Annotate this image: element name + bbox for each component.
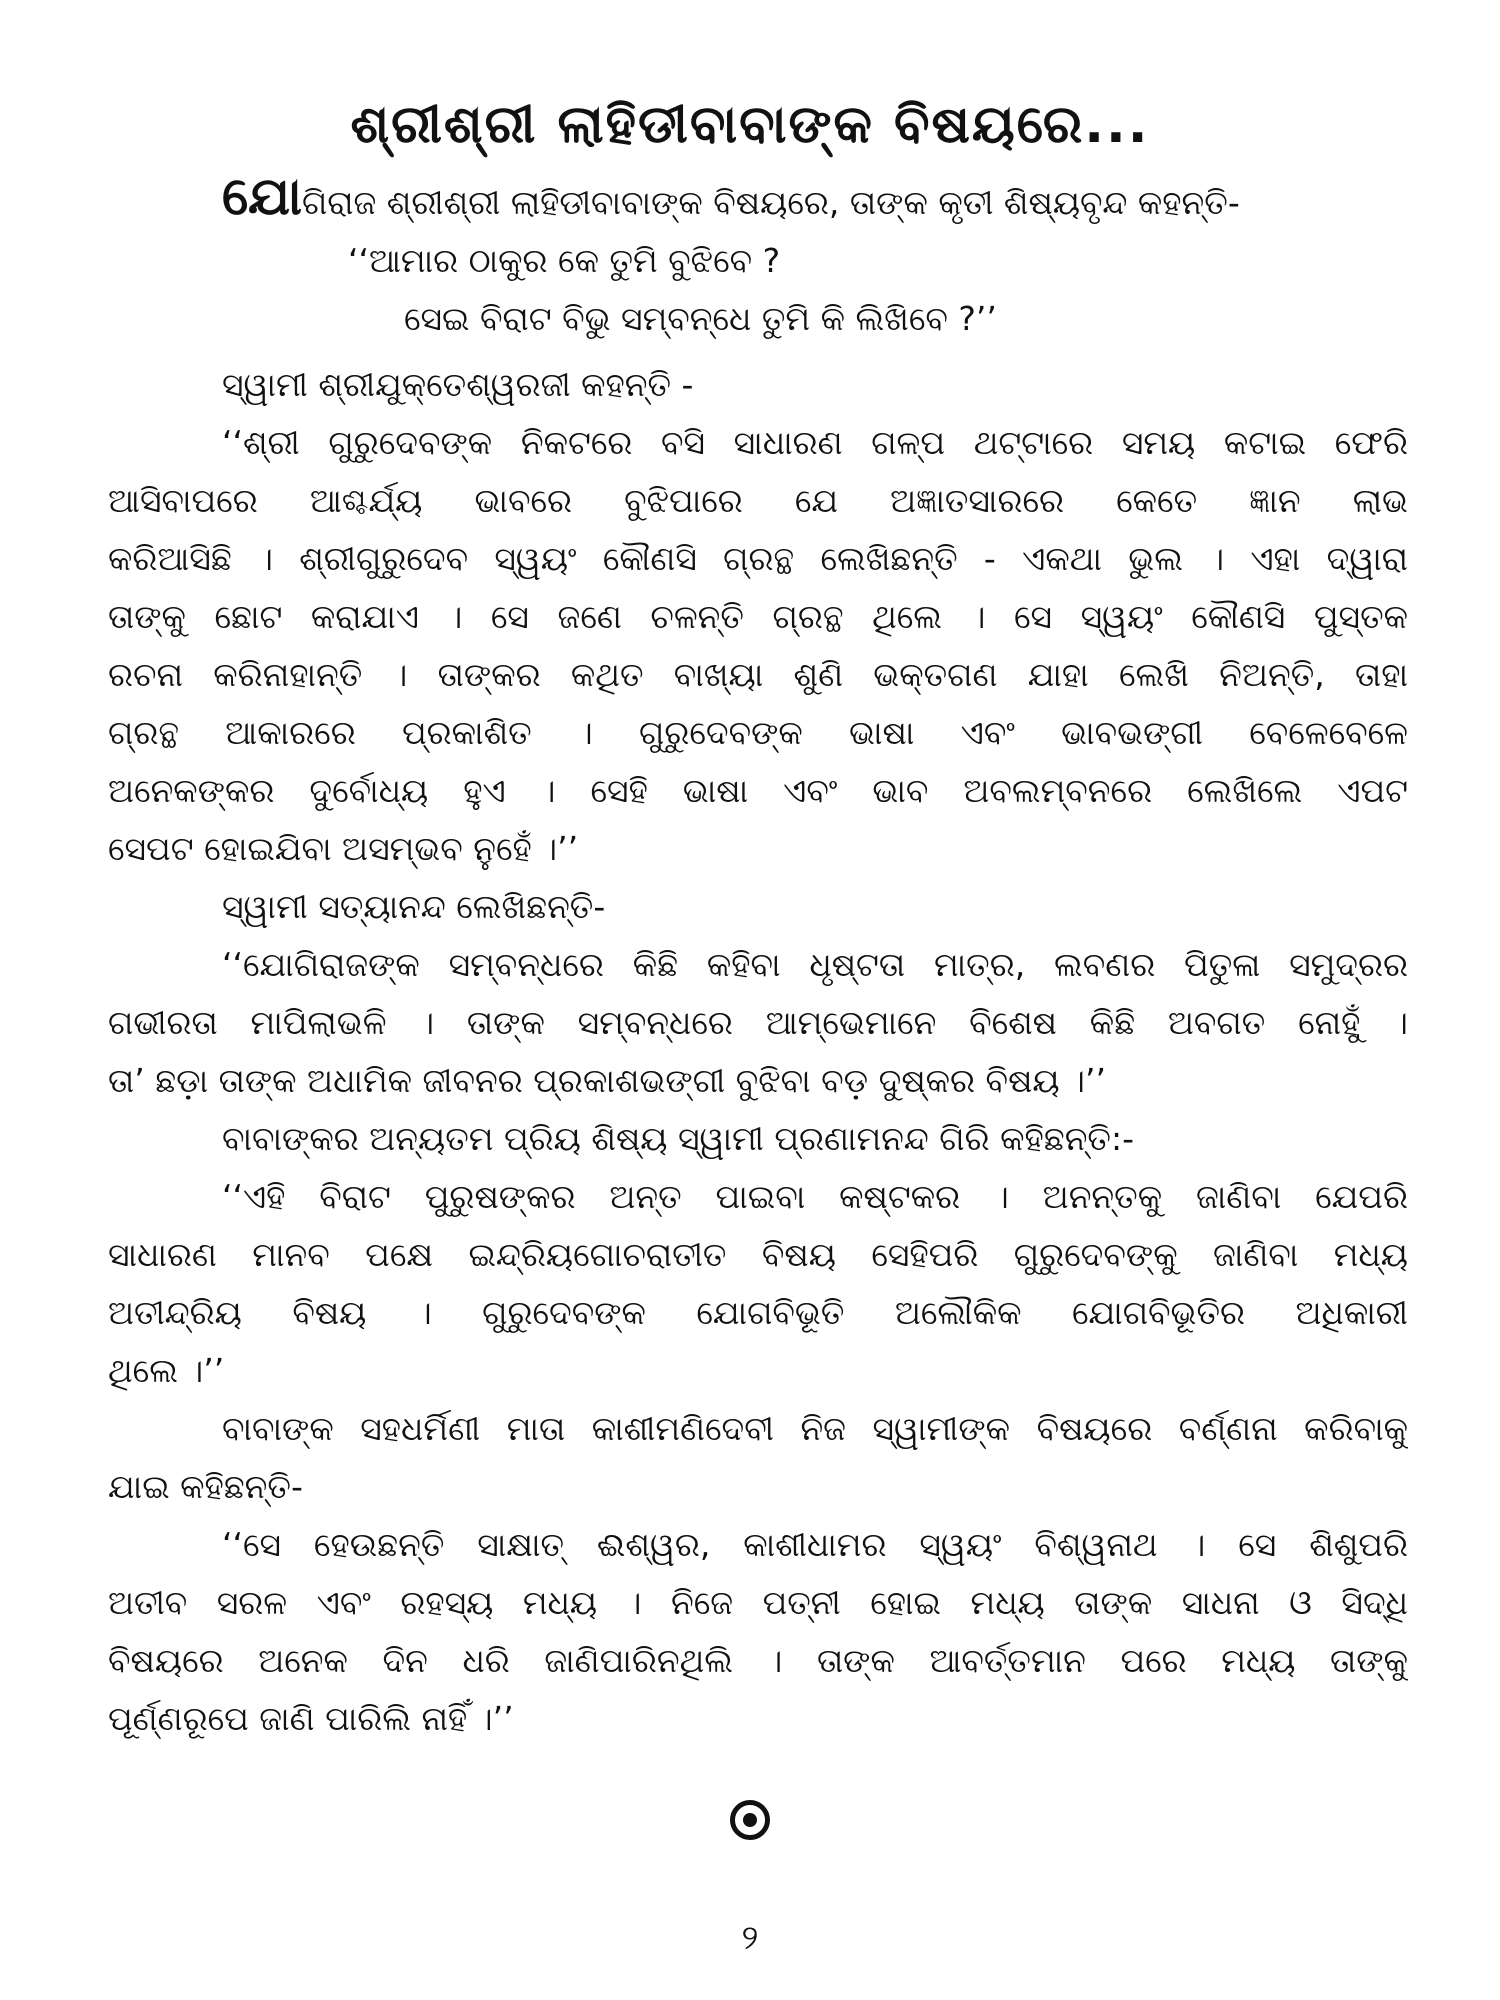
intro-text: ଗିରାଜ ଶ୍ରୀଶ୍ରୀ ଲାହିଡୀବାବାଙ୍କ ବିଷୟରେ, ତାଙ୍କ କୃତୀ ଶିଷ୍ୟବୃନ୍ଦ କହନ୍ତି- bbox=[301, 183, 1240, 222]
intro-line bbox=[108, 168, 1408, 232]
quote-speaker: ସ୍ୱାମୀ ସତ୍ୟାନନ୍ଦ ଲେଖିଛନ୍ତି- bbox=[222, 887, 606, 926]
quote-line: ‘‘ଯୋଗିରାଜଙ୍କ ସମ୍ବନ୍ଧରେ କିଛି କହିବା ଧୃଷ୍ଟତା ମାତ୍ର, ଲବଣର ପିତୁଳା ସମୁଦ୍ରର bbox=[222, 945, 1408, 984]
quote-line: ପୂର୍ଣ୍ଣରୂପେ ଜାଣି ପାରିଲି ନାହିଁ ।’’ bbox=[108, 1699, 514, 1738]
quote-line: ଅତୀନ୍ଦ୍ରିୟ ବିଷୟ । ଗୁରୁଦେବଙ୍କ ଯୋଗବିଭୂତି ଅଲୌକିକ ଯୋଗବିଭୂତିର ଅଧିକାରୀ bbox=[108, 1293, 1408, 1332]
quote-speaker: ସ୍ୱାମୀ ଶ୍ରୀଯୁକ୍ତେଶ୍ୱରଜୀ କହନ୍ତି - bbox=[222, 365, 694, 404]
drop-cap: ଯୋ bbox=[222, 168, 302, 227]
quote-line: ତା’ ଛଡ଼ା ତାଙ୍କ ଅଧାମିକ ଜୀବନର ପ୍ରକାଶଭଙ୍ଗୀ ବୁଝିବା ବଡ଼ ଦୁଷ୍କର ବିଷୟ ।’’ bbox=[108, 1061, 1106, 1100]
quote-speaker: ବାବାଙ୍କ ସହଧର୍ମିଣୀ ମାତା କାଶୀମଣିଦେବୀ ନିଜ ସ୍ୱାମୀଙ୍କ ବିଷୟରେ ବର୍ଣ୍ଣନା କରିବାକୁ bbox=[222, 1409, 1408, 1448]
quote-line: ଆସିବାପରେ ଆଶ୍ଚର୍ଯ୍ୟ ଭାବରେ ବୁଝିପାରେ ଯେ ଅଜ୍ଞାତସାରରେ କେତେ ଜ୍ଞାନ ଲାଭ bbox=[108, 481, 1408, 520]
quote-line: ବିଷୟରେ ଅନେକ ଦିନ ଧରି ଜାଣିପାରିନଥିଲି । ତାଙ୍କ ଆବର୍ତ୍ତମାନ ପରେ ମଧ୍ୟ ତାଙ୍କୁ bbox=[108, 1641, 1408, 1680]
quote-line: ଅତୀବ ସରଳ ଏବଂ ରହସ୍ୟ ମଧ୍ୟ । ନିଜେ ପତ୍ନୀ ହୋଇ ମଧ୍ୟ ତାଙ୍କ ସାଧନା ଓ ସିଦ୍ଧି bbox=[108, 1583, 1408, 1622]
quote-line: ଅନେକଙ୍କର ଦୁର୍ବୋଧ୍ୟ ହୁଏ । ସେହି ଭାଷା ଏବଂ ଭାବ ଅବଲମ୍ବନରେ ଲେଖିଲେ ଏପଟ bbox=[108, 771, 1408, 810]
page-number: ୨ bbox=[741, 1918, 759, 1958]
verse-line: ସେଇ ବିରାଟ ବିଭୁ ସମ୍ବନ୍ଧେ ତୁମି କି ଲିଖିବେ ?’’ bbox=[404, 299, 997, 338]
quote-line: ଗଭୀରତା ମାପିଲାଭଳି । ତାଙ୍କ ସମ୍ବନ୍ଧରେ ଆମ୍ଭେମାନେ ବିଶେଷ କିଛି ଅବଗତ ନୋହୁଁ । bbox=[108, 1003, 1408, 1042]
body-text bbox=[108, 168, 1408, 1748]
verse-line: ‘‘ଆମାର ଠାକୁର କେ ତୁମି ବୁଝିବେ ? bbox=[348, 241, 781, 280]
quote-line: ସେପଟ ହୋଇଯିବା ଅସମ୍ଭବ ନୁହେଁ ।’’ bbox=[108, 829, 579, 868]
quote-line: ‘‘ଶ୍ରୀ ଗୁରୁଦେବଙ୍କ ନିକଟରେ ବସି ସାଧାରଣ ଗଳ୍ପ ଥଟ୍ଟାରେ ସମୟ କଟାଇ ଫେରି bbox=[222, 423, 1408, 462]
quote-line: ଗ୍ରନ୍ଥ ଆକାରରେ ପ୍ରକାଶିତ । ଗୁରୁଦେବଙ୍କ ଭାଷା ଏବଂ ଭାବଭଙ୍ଗୀ ବେଳେବେଳେ bbox=[108, 713, 1408, 752]
quote-line: କରିଆସିଛି । ଶ୍ରୀଗୁରୁଦେବ ସ୍ୱୟଂ କୌଣସି ଗ୍ରନ୍ଥ ଲେଖିଛନ୍ତି - ଏକଥା ଭୁଲ । ଏହା ଦ୍ୱାରା bbox=[108, 539, 1408, 578]
quote-line: ରଚନା କରିନାହାନ୍ତି । ତାଙ୍କର କଥିତ ବାଖ୍ୟା ଶୁଣି ଭକ୍ତଗଣ ଯାହା ଲେଖି ନିଅନ୍ତି, ତାହା bbox=[108, 655, 1408, 694]
quote-line: ‘‘ସେ ହେଉଛନ୍ତି ସାକ୍ଷାତ୍ ଈଶ୍ୱର, କାଶୀଧାମର ସ୍ୱୟଂ ବିଶ୍ୱନାଥ । ସେ ଶିଶୁପରି bbox=[222, 1525, 1408, 1564]
quote-speaker: ଯାଇ କହିଛନ୍ତି- bbox=[108, 1467, 303, 1506]
circled-dot-icon bbox=[730, 1800, 770, 1840]
quote-speaker: ବାବାଙ୍କର ଅନ୍ୟତମ ପ୍ରିୟ ଶିଷ୍ୟ ସ୍ୱାମୀ ପ୍ରଣାମନନ୍ଦ ଗିରି କହିଛନ୍ତି:- bbox=[222, 1119, 1134, 1158]
quote-line: ସାଧାରଣ ମାନବ ପକ୍ଷେ ଇନ୍ଦ୍ରିୟଗୋଚରାତୀତ ବିଷୟ ସେହିପରି ଗୁରୁଦେବଙ୍କୁ ଜାଣିବା ମଧ୍ୟ bbox=[108, 1235, 1408, 1274]
quote-line: ଥିଲେ ।’’ bbox=[108, 1351, 225, 1390]
quote-line: ‘‘ଏହି ବିରାଟ ପୁରୁଷଙ୍କର ଅନ୍ତ ପାଇବା କଷ୍ଟକର । ଅନନ୍ତକୁ ଜାଣିବା ଯେପରି bbox=[222, 1177, 1408, 1216]
page-title: ଶ୍ରୀଶ୍ରୀ ଲାହିଡୀବାବାଙ୍କ ବିଷୟରେ... bbox=[350, 95, 1150, 155]
quote-line: ତାଙ୍କୁ ଛୋଟ କରାଯାଏ । ସେ ଜଣେ ଚଳନ୍ତି ଗ୍ରନ୍ଥ ଥିଲେ । ସେ ସ୍ୱୟଂ କୌଣସି ପୁସ୍ତକ bbox=[108, 597, 1408, 636]
